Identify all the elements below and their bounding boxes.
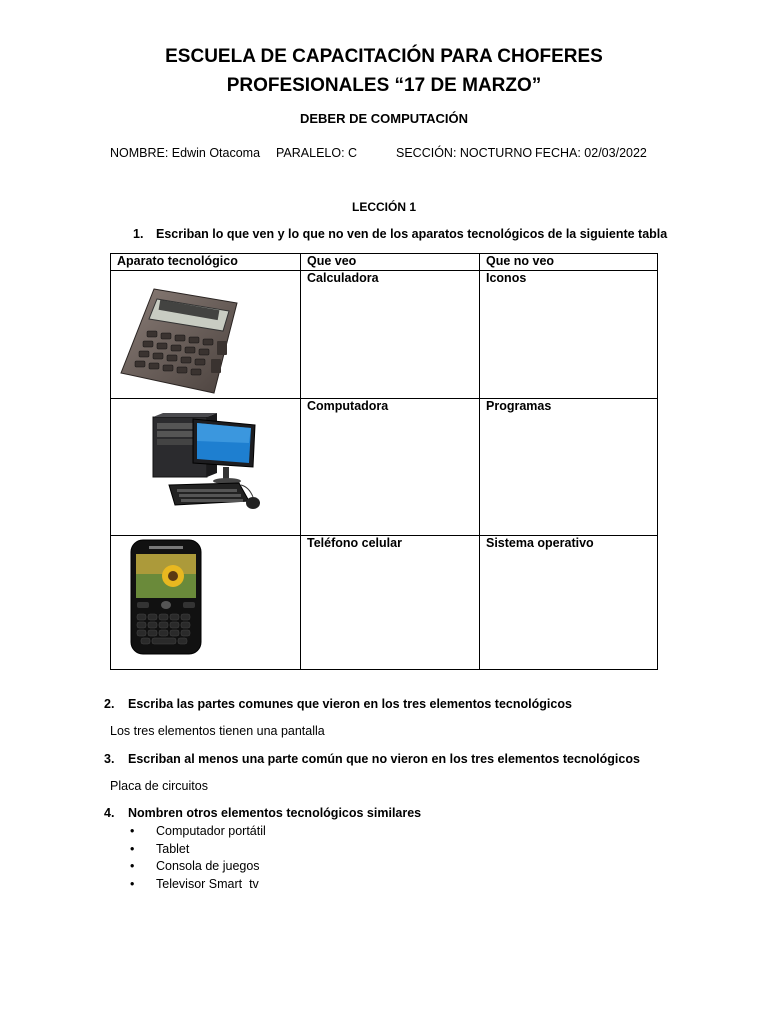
lesson-title: LECCIÓN 1 xyxy=(351,200,416,214)
cell-que-no-veo: Iconos xyxy=(480,271,658,399)
device-image-cell xyxy=(111,399,301,536)
question-4-number: 4. xyxy=(104,806,115,820)
document-title-line2: PROFESIONALES “17 DE MARZO” xyxy=(226,75,542,96)
table-header-row xyxy=(111,254,658,271)
document-subtitle: DEBER DE COMPUTACIÓN xyxy=(299,111,469,126)
cellphone-icon xyxy=(129,538,209,658)
column-header: Que no veo xyxy=(480,254,658,271)
device-image-cell xyxy=(111,271,301,399)
similar-devices-list xyxy=(130,823,266,893)
question-1-text: Escriban lo que ven y lo que no ven de los aparatos tecnológicos de la siguiente tabla xyxy=(156,227,668,241)
question-3-answer: Placa de circuitos xyxy=(110,779,208,793)
list-item xyxy=(130,858,266,876)
question-2-text: Escriba las partes comunes que vieron en los tres elementos tecnológicos xyxy=(128,697,572,711)
question-3-text: Escriban al menos una parte común que no vieron en los tres elementos tecnológicos xyxy=(128,752,640,766)
question-4-text: Nombren otros elementos tecnológicos similares xyxy=(128,806,422,820)
question-2-answer: Los tres elementos tienen una pantalla xyxy=(110,724,325,738)
bullet-icon: • xyxy=(130,824,135,838)
question-2-number: 2. xyxy=(104,697,115,711)
list-item xyxy=(130,823,266,841)
list-item-label: Computador portátil xyxy=(156,824,266,838)
list-item-label: Tablet xyxy=(156,841,190,856)
bullet-icon: • xyxy=(130,876,135,891)
cell-que-no-veo: Programas xyxy=(480,399,658,536)
table-row xyxy=(111,399,658,536)
devices-table xyxy=(110,253,658,670)
calculator-icon xyxy=(119,285,239,395)
table-row xyxy=(111,271,658,399)
cell-que-no-veo: Sistema operativo xyxy=(480,536,658,670)
question-3-number: 3. xyxy=(104,752,115,766)
list-item xyxy=(130,841,266,859)
student-name: NOMBRE: Edwin Otacoma xyxy=(110,146,261,160)
cell-que-veo: Calculadora xyxy=(301,271,480,399)
list-item xyxy=(130,876,266,894)
assignment-date: FECHA: 02/03/2022 xyxy=(535,146,647,160)
bullet-icon: • xyxy=(130,859,135,874)
cell-que-veo: Teléfono celular xyxy=(301,536,480,670)
computer-icon xyxy=(149,413,269,518)
column-header: Que veo xyxy=(301,254,480,271)
student-parallel: PARALELO: C xyxy=(276,146,358,160)
student-section: SECCIÓN: NOCTURNO xyxy=(396,146,533,160)
table-row xyxy=(111,536,658,670)
cell-que-veo: Computadora xyxy=(301,399,480,536)
list-item-label: Consola de juegos xyxy=(156,859,260,874)
list-item-label: Televisor Smart tv xyxy=(156,876,259,891)
device-image-cell xyxy=(111,536,301,670)
bullet-icon: • xyxy=(130,841,135,856)
column-header: Aparato tecnológico xyxy=(111,254,301,271)
question-1-number: 1. xyxy=(133,227,144,241)
document-title-line1: ESCUELA DE CAPACITACIÓN PARA CHOFERES xyxy=(165,46,603,67)
